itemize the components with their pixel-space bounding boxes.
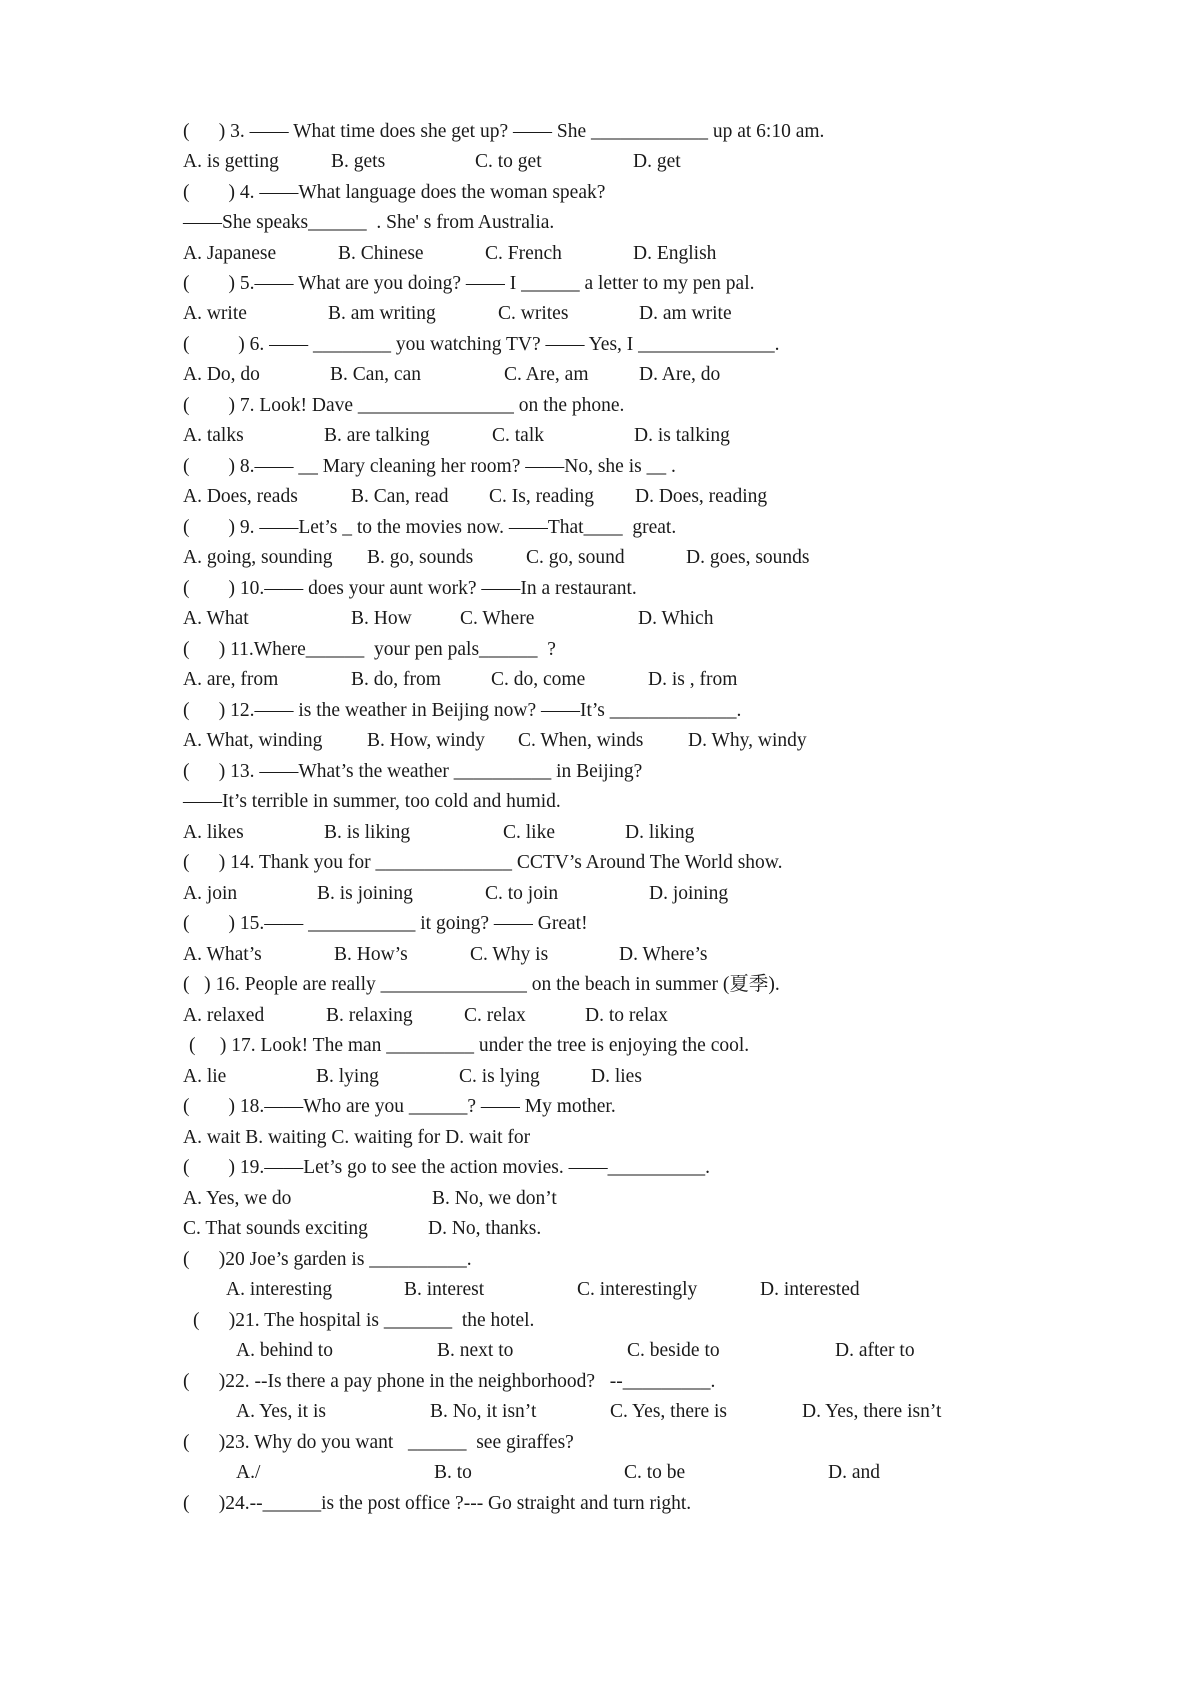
question-text: ( ) 5.—— What are you doing? —— I ______ a letter to my pen pal. — [183, 273, 755, 294]
question-text: ( )22. --Is there a pay phone in the neighborhood? --_________. — [183, 1371, 716, 1392]
answer-option: A. interesting — [226, 1279, 333, 1300]
question-text: ( )23. Why do you want ______ see giraffes? — [183, 1432, 574, 1453]
answer-option: B. Can, read — [351, 486, 449, 507]
answer-option: A. Japanese — [183, 243, 277, 264]
answer-option: A. Yes, we do — [183, 1188, 292, 1209]
answer-option: B. How, windy — [367, 730, 485, 751]
answer-option: A./ — [236, 1462, 261, 1483]
answer-option: D. Yes, there isn’t — [802, 1401, 942, 1422]
answer-option: C. That sounds exciting — [183, 1218, 368, 1239]
answer-option: B. is joining — [317, 883, 413, 904]
answer-option: C. Is, reading — [489, 486, 595, 507]
question-text: ( )21. The hospital is _______ the hotel. — [193, 1310, 535, 1331]
answer-option: B. interest — [404, 1279, 485, 1300]
answer-option: C. is lying — [459, 1066, 540, 1087]
answer-option: B. relaxing — [326, 1005, 413, 1026]
question-text: ——It’s terrible in summer, too cold and humid. — [183, 791, 561, 812]
question-text: ( ) 7. Look! Dave ________________ on the phone. — [183, 395, 625, 416]
answer-option: D. Where’s — [619, 944, 708, 965]
question-text: ( ) 8.—— __ Mary cleaning her room? ——No, she is __ . — [183, 456, 676, 477]
answer-option: B. next to — [437, 1340, 514, 1361]
answer-option: B. to — [434, 1462, 472, 1483]
answer-option: C. talk — [492, 425, 544, 446]
question-text: A. wait B. waiting C. waiting for D. wait for — [183, 1127, 531, 1148]
question-text: ( ) 11.Where______ your pen pals______ ? — [183, 639, 556, 660]
answer-option: B. How — [351, 608, 412, 629]
answer-option: C. to be — [624, 1462, 686, 1483]
question-text: ( ) 12.—— is the weather in Beijing now? ——It’s _____________. — [183, 700, 742, 721]
answer-option: D. lies — [591, 1066, 642, 1087]
question-text: ( ) 19.——Let’s go to see the action movies. ——__________. — [183, 1157, 710, 1178]
question-text: ( )24.--______is the post office ?--- Go straight and turn right. — [183, 1493, 692, 1514]
answer-option: D. to relax — [585, 1005, 668, 1026]
question-text: ( ) 17. Look! The man _________ under the tree is enjoying the cool. — [189, 1035, 750, 1056]
question-text: ( ) 4. ——What language does the woman speak? — [183, 182, 606, 203]
answer-option: A. are, from — [183, 669, 279, 690]
answer-option: B. lying — [316, 1066, 379, 1087]
answer-option: D. is talking — [634, 425, 730, 446]
answer-option: A. likes — [183, 822, 244, 843]
answer-option: A. join — [183, 883, 238, 904]
answer-option: C. Are, am — [504, 364, 589, 385]
answer-option: C. do, come — [491, 669, 586, 690]
question-text: ( ) 3. —— What time does she get up? —— She ____________ up at 6:10 am. — [183, 121, 825, 142]
question-text: ( ) 6. —— ________ you watching TV? —— Yes, I ______________. — [183, 334, 780, 355]
answer-option: A. What — [183, 608, 249, 629]
question-text: ——She speaks______ . She' s from Australia. — [183, 212, 555, 233]
answer-option: B. How’s — [334, 944, 408, 965]
answer-option: C. writes — [498, 303, 569, 324]
answer-option: B. go, sounds — [367, 547, 474, 568]
answer-option: C. When, winds — [518, 730, 644, 751]
answer-option: C. go, sound — [526, 547, 625, 568]
answer-option: B. No, it isn’t — [430, 1401, 537, 1422]
answer-option: C. interestingly — [577, 1279, 698, 1300]
question-text: ( ) 9. ——Let’s _ to the movies now. ——That____ great. — [183, 517, 677, 538]
answer-option: D. after to — [835, 1340, 915, 1361]
answer-option: C. like — [503, 822, 555, 843]
answer-option: C. Yes, there is — [610, 1401, 728, 1422]
answer-option: C. Why is — [470, 944, 549, 965]
answer-option: B. am writing — [328, 303, 436, 324]
answer-option: A. Yes, it is — [236, 1401, 326, 1422]
answer-option: D. Does, reading — [635, 486, 768, 507]
question-text: ( ) 15.—— ___________ it going? —— Great! — [183, 913, 588, 934]
question-text: ( ) 10.—— does your aunt work? ——In a restaurant. — [183, 578, 637, 599]
answer-option: D. English — [633, 243, 717, 264]
question-text: ( ) 18.——Who are you ______? —— My mother. — [183, 1096, 616, 1117]
answer-option: D. goes, sounds — [686, 547, 810, 568]
answer-option: A. Does, reads — [183, 486, 298, 507]
answer-option: C. beside to — [627, 1340, 720, 1361]
answer-option: B. Chinese — [338, 243, 424, 264]
answer-option: D. liking — [625, 822, 695, 843]
answer-option: D. Which — [638, 608, 714, 629]
question-text: ( ) 16. People are really _______________ on the beach in summer (夏季). — [183, 974, 780, 995]
answer-option: C. relax — [464, 1005, 526, 1026]
answer-option: A. What’s — [183, 944, 262, 965]
question-text: ( ) 14. Thank you for ______________ CCTV’s Around The World show. — [183, 852, 783, 873]
answer-option: D. get — [633, 151, 681, 172]
answer-option: D. No, thanks. — [428, 1218, 542, 1239]
answer-option: A. behind to — [236, 1340, 333, 1361]
answer-option: A. going, sounding — [183, 547, 333, 568]
question-text: ( )20 Joe’s garden is __________. — [183, 1249, 472, 1270]
answer-option: B. are talking — [324, 425, 430, 446]
answer-option: A. relaxed — [183, 1005, 265, 1026]
answer-option: B. do, from — [351, 669, 441, 690]
answer-option: C. to get — [475, 151, 542, 172]
answer-option: A. talks — [183, 425, 244, 446]
answer-option: D. am write — [639, 303, 732, 324]
answer-option: B. No, we don’t — [432, 1188, 557, 1209]
answer-option: D. and — [828, 1462, 880, 1483]
answer-option: A. lie — [183, 1066, 227, 1087]
answer-option: D. is , from — [648, 669, 738, 690]
answer-option: C. French — [485, 243, 562, 264]
answer-option: C. Where — [460, 608, 535, 629]
answer-option: D. interested — [760, 1279, 860, 1300]
answer-option: B. Can, can — [330, 364, 421, 385]
answer-option: A. write — [183, 303, 247, 324]
question-text: ( ) 13. ——What’s the weather __________ in Beijing? — [183, 761, 643, 782]
answer-option: B. gets — [331, 151, 386, 172]
answer-option: A. Do, do — [183, 364, 260, 385]
answer-option: A. is getting — [183, 151, 279, 172]
answer-option: D. Why, windy — [688, 730, 807, 751]
answer-option: C. to join — [485, 883, 559, 904]
answer-option: D. joining — [649, 883, 729, 904]
answer-option: D. Are, do — [639, 364, 721, 385]
answer-option: A. What, winding — [183, 730, 323, 751]
answer-option: B. is liking — [324, 822, 411, 843]
